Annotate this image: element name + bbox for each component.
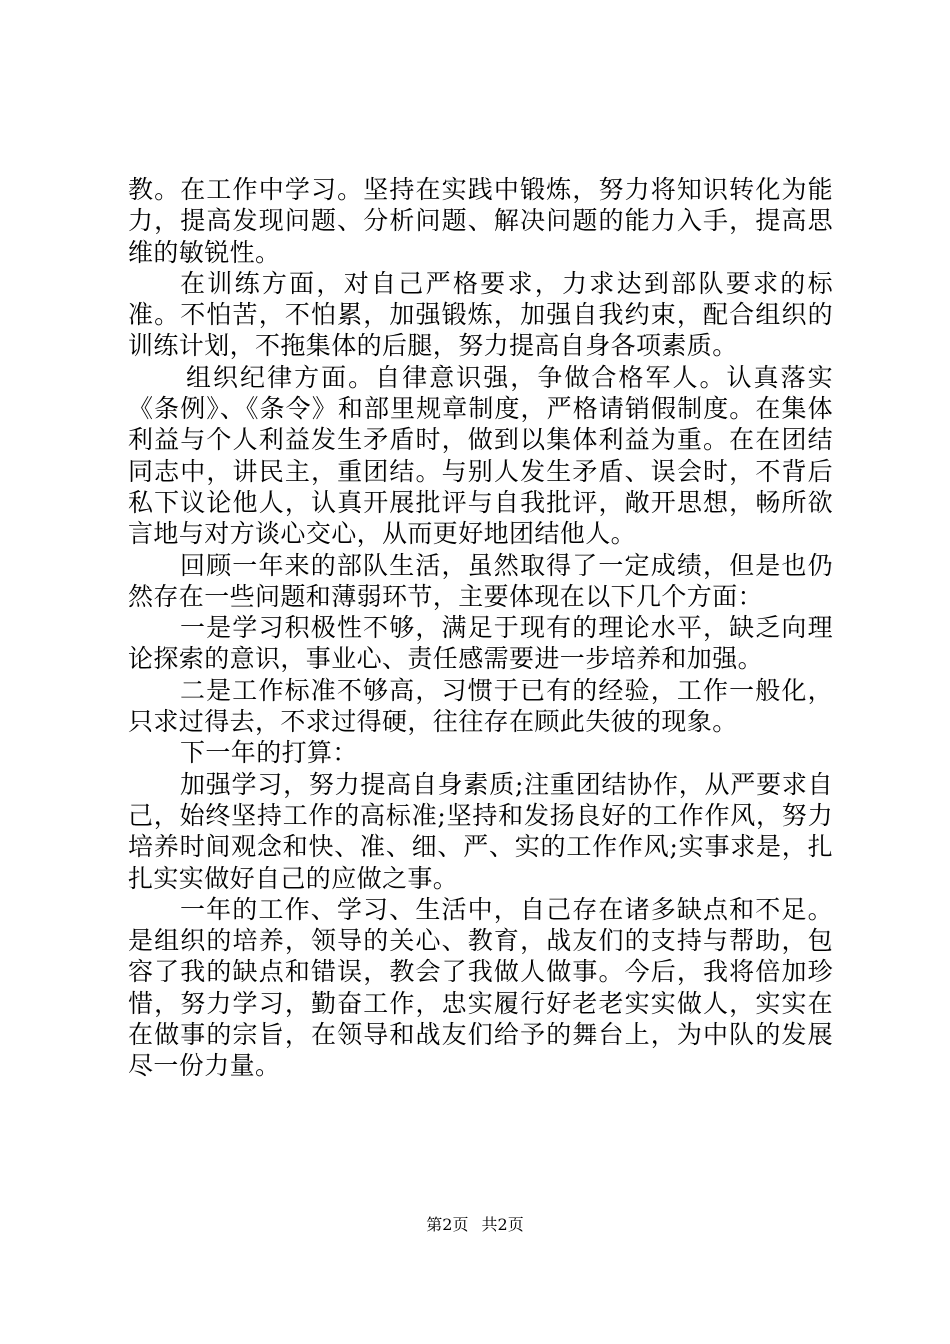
page-number-total: 共2页 [481,1215,524,1234]
document-body [128,174,833,1082]
paragraph-training: 在训练方面，对自己严格要求，力求达到部队要求的标准。不怕苦，不怕累，加强锻炼，加强自我约束，配合组织的训练计划，不拖集体的后腿，努力提高自身各项素质。 [128,268,833,361]
page-number-current: 第2页 [426,1215,469,1234]
paragraph-conclusion: 一年的工作、学习、生活中，自己存在诸多缺点和不足。是组织的培养，领导的关心、教育，战友们的支持与帮助，包容了我的缺点和错误，教会了我做人做事。今后，我将倍加珍惜，努力学习，勤奋工作，忠实履行好老老实实做人，实实在在做事的宗旨，在领导和战友们给予的舞台上，为中队的发展尽一份力量。 [128,894,833,1081]
paragraph-issue-two: 二是工作标准不够高，习惯于已有的经验，工作一般化，只求过得去，不求过得硬，往往存在顾此失彼的现象。 [128,675,833,737]
paragraph-plan-heading: 下一年的打算： [180,738,358,768]
paragraph-discipline: 组织纪律方面。自律意识强，争做合格军人。认真落实《条例》、《条令》和部里规章制度，严格请销假制度。在集体利益与个人利益发生矛盾时，做到以集体利益为重。在在团结同志中，讲民主，重团结。与别人发生矛盾、误会时，不背后私下议论他人，认真开展批评与自我批评，敞开思想，畅所欲言地与对方谈心交心，从而更好地团结他人。 [128,362,833,549]
paragraph-continuation: 教。在工作中学习。坚持在实践中锻炼，努力将知识转化为能力，提高发现问题、分析问题、解决问题的能力入手，提高思维的敏锐性。 [128,175,833,267]
page-footer [0,1215,950,1235]
paragraph-issue-one: 一是学习积极性不够，满足于现有的理论水平，缺乏向理论探索的意识，事业心、责任感需要进一步培养和加强。 [128,613,833,674]
paragraph-review: 回顾一年来的部队生活，虽然取得了一定成绩，但是也仍然存在一些问题和薄弱环节，主要体现在以下几个方面： [128,550,833,611]
paragraph-plan: 加强学习，努力提高自身素质;注重团结协作，从严要求自己，始终坚持工作的高标准;坚持和发扬良好的工作作风，努力培养时间观念和快、准、细、严、实的工作作风;实事求是，扎扎实实做好自己的应做之事。 [128,769,833,893]
